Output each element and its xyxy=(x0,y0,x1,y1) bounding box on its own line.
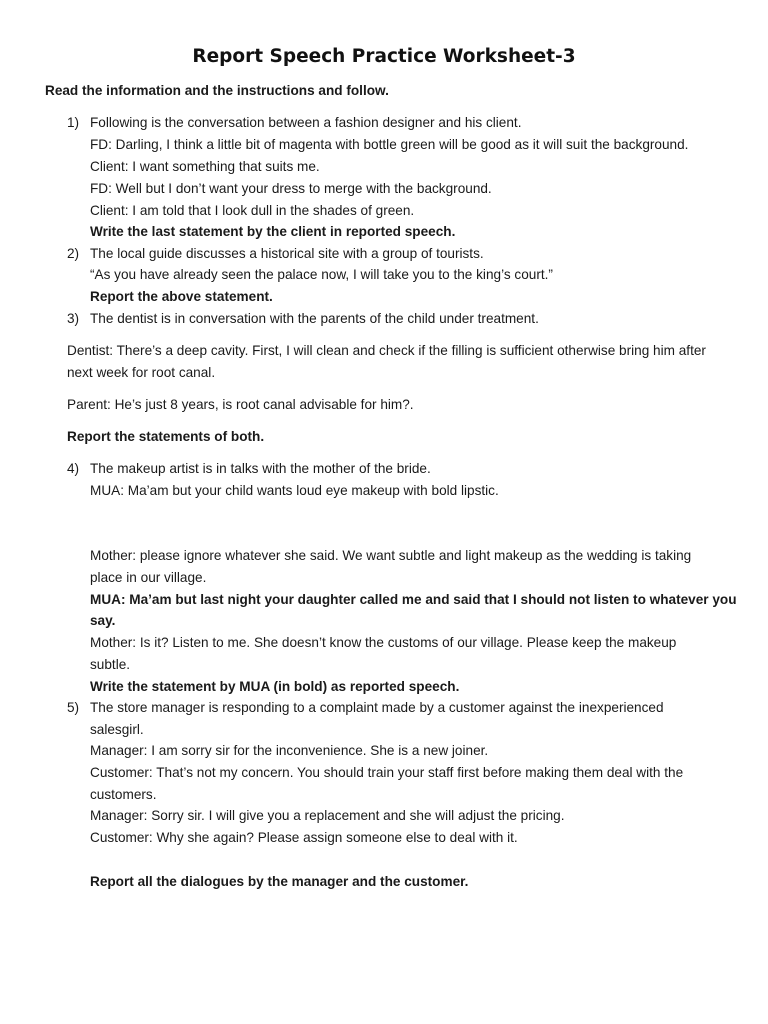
q4-mother-line-1b: place in our village. xyxy=(90,570,207,585)
q3-dentist-line-2: next week for root canal. xyxy=(67,365,216,380)
q5-intro-line-1: The store manager is responding to a complaint made by a customer against the inexperienced xyxy=(90,700,664,715)
q1-intro: Following is the conversation between a fashion designer and his client. xyxy=(90,115,522,130)
q2-intro: The local guide discusses a historical site with a group of tourists. xyxy=(90,246,484,261)
q2-number: 2) xyxy=(67,246,80,261)
q1-line-client-2: Client: I am told that I look dull in the shades of green. xyxy=(90,203,415,218)
q4-mua-line-1: MUA: Ma’am but your child wants loud eye makeup with bold lipstic. xyxy=(90,483,499,498)
q4-intro: The makeup artist is in talks with the mother of the bride. xyxy=(90,461,431,476)
q3-dentist-line-1: Dentist: There’s a deep cavity. First, I will clean and check if the filling is sufficient otherwise bring him after xyxy=(67,343,706,358)
q3-number: 3) xyxy=(67,311,80,326)
q4-task: Write the statement by MUA (in bold) as reported speech. xyxy=(90,679,460,694)
q4-mua-bold-line-b: say. xyxy=(90,613,116,628)
q4-mother-line-2b: subtle. xyxy=(90,657,131,672)
q1-line-client-1: Client: I want something that suits me. xyxy=(90,159,320,174)
q2-task: Report the above statement. xyxy=(90,289,273,304)
page-title: Report Speech Practice Worksheet-3 xyxy=(192,46,576,67)
q4-mother-line-2a: Mother: Is it? Listen to me. She doesn’t know the customs of our village. Please keep the makeup xyxy=(90,635,677,650)
q5-customer-line-1b: customers. xyxy=(90,787,157,802)
q4-number: 4) xyxy=(67,461,80,476)
q5-number: 5) xyxy=(67,700,80,715)
q2-quote: “As you have already seen the palace now, I will take you to the king’s court.” xyxy=(90,267,553,282)
q5-manager-line-1: Manager: I am sorry sir for the inconvenience. She is a new joiner. xyxy=(90,743,489,758)
q5-intro-line-2: salesgirl. xyxy=(90,722,144,737)
q3-intro: The dentist is in conversation with the parents of the child under treatment. xyxy=(90,311,539,326)
q5-customer-line-2: Customer: Why she again? Please assign someone else to deal with it. xyxy=(90,830,518,845)
q3-task: Report the statements of both. xyxy=(67,429,265,444)
q3-parent-line: Parent: He’s just 8 years, is root canal advisable for him?. xyxy=(67,397,414,412)
q5-manager-line-2: Manager: Sorry sir. I will give you a replacement and she will adjust the pricing. xyxy=(90,808,565,823)
q5-customer-line-1a: Customer: That’s not my concern. You should train your staff first before making them deal with the xyxy=(90,765,684,780)
q1-number: 1) xyxy=(67,115,80,130)
instructions: Read the information and the instructions and follow. xyxy=(45,83,389,98)
q4-mother-line-1a: Mother: please ignore whatever she said. We want subtle and light makeup as the wedding is taking xyxy=(90,548,692,563)
q1-line-fd-2: FD: Well but I don’t want your dress to merge with the background. xyxy=(90,181,492,196)
q4-mua-bold-line-a: MUA: Ma’am but last night your daughter called me and said that I should not listen to whatever you xyxy=(90,592,737,607)
q1-line-fd-1: FD: Darling, I think a little bit of magenta with bottle green will be good as it will suit the background. xyxy=(90,137,689,152)
q5-task: Report all the dialogues by the manager and the customer. xyxy=(90,874,469,889)
q1-task: Write the last statement by the client in reported speech. xyxy=(90,224,456,239)
